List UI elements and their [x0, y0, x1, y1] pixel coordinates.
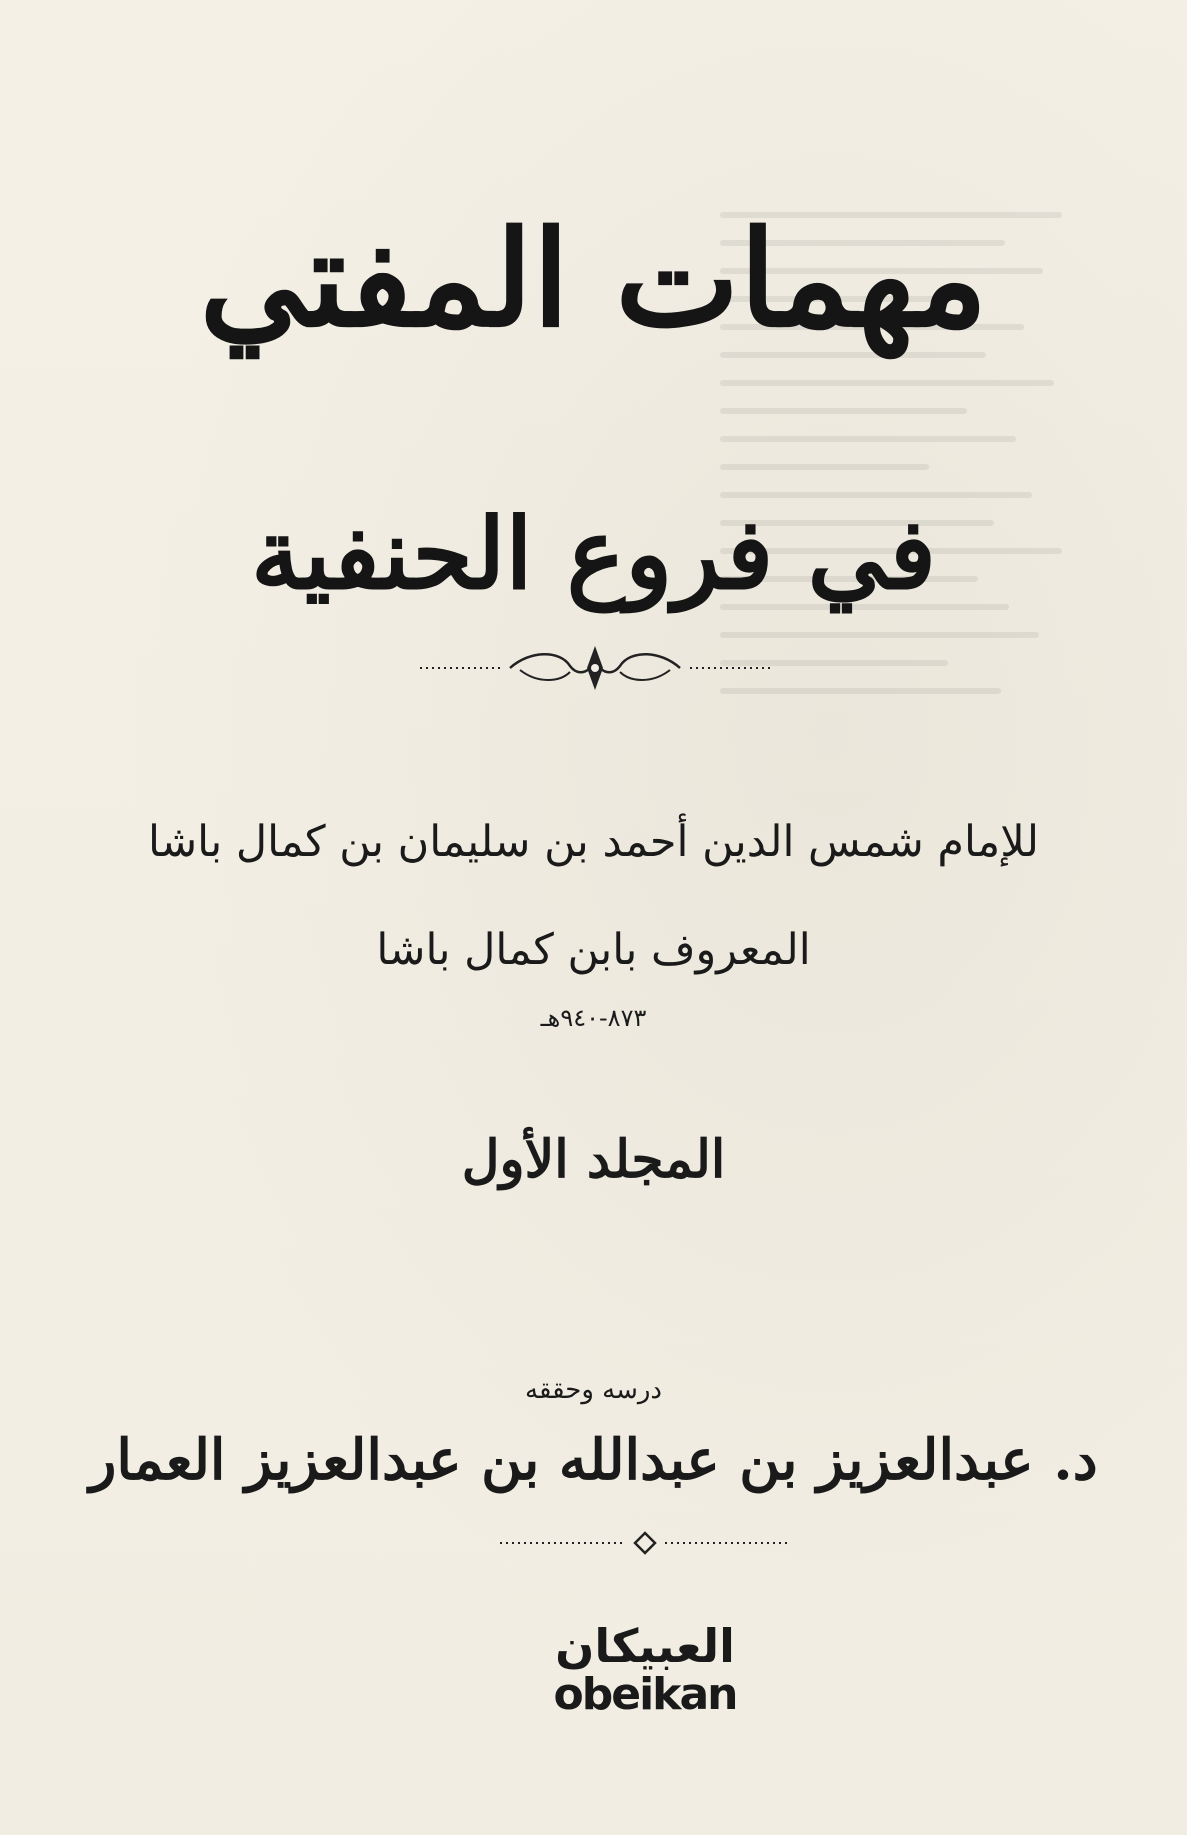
ornament-divider — [420, 640, 770, 696]
volume-label: المجلد الأول — [461, 1129, 726, 1190]
publisher-logo — [540, 1620, 750, 1730]
divider-line — [500, 1528, 790, 1558]
editor-role: درسه وحققه — [525, 1375, 662, 1405]
editor-name: د. عبدالعزيز بن عبدالله بن عبدالعزيز العمار — [89, 1427, 1098, 1493]
publisher-name-latin: obeikan — [553, 1669, 737, 1720]
book-title: مهمات المفتي — [199, 202, 988, 357]
author-known-as: المعروف بابن كمال باشا — [376, 925, 811, 975]
author-dates: ٨٧٣-٩٤٠هـ — [540, 1004, 647, 1032]
book-subtitle: في فروع الحنفية — [250, 497, 937, 612]
author-line: للإمام شمس الدين أحمد بن سليمان بن كمال باشا — [148, 817, 1039, 867]
publisher-name-arabic: العبيكان — [555, 1619, 735, 1673]
